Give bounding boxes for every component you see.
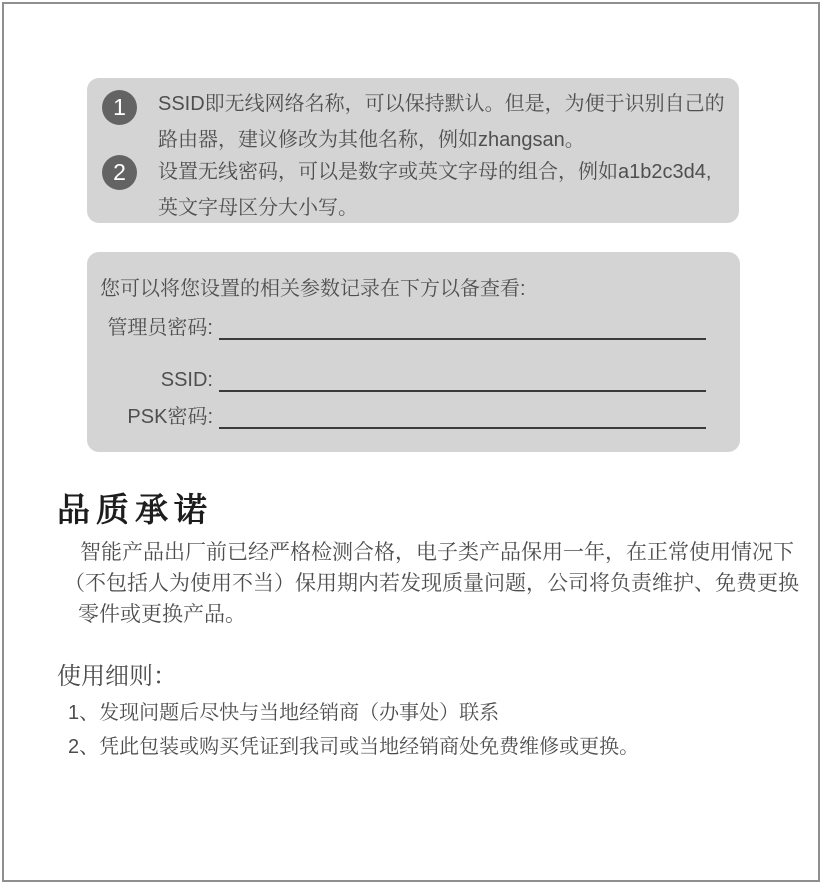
- ssid-label: SSID:: [160, 369, 213, 391]
- quality-promise-title: 品质承诺: [57, 491, 213, 528]
- text-line: 设置无线密码，可以是数字或英文字母的组合，例如a1b2c3d4,: [158, 161, 712, 183]
- step-2-badge: 2: [102, 155, 137, 190]
- admin-password-label: 管理员密码:: [107, 317, 213, 339]
- record-intro-text: 您可以将您设置的相关参数记录在下方以备查看:: [100, 278, 526, 300]
- admin-password-blank-line: [219, 312, 706, 340]
- tip-1-text: [158, 86, 725, 158]
- ssid-row: [87, 362, 706, 392]
- ssid-blank-line: [219, 364, 706, 392]
- tip-2-text: [158, 154, 711, 226]
- psk-password-label: PSK密码:: [127, 406, 213, 428]
- text-line: 智能产品出厂前已经严格检测合格，电子类产品保用一年，在正常使用情况下: [80, 541, 794, 564]
- text-line: SSID即无线网络名称，可以保持默认。但是，为便于识别自己的: [158, 93, 725, 115]
- wifi-setup-tips-box: [87, 78, 739, 223]
- text-line: 零件或更换产品。: [78, 603, 246, 626]
- text-line: 路由器，建议修改为其他名称，例如zhangsan。: [158, 129, 585, 151]
- warranty-paragraph: [0, 537, 799, 630]
- psk-password-row: [87, 399, 706, 429]
- usage-rules-title: 使用细则：: [57, 663, 177, 690]
- usage-rule-2: 2、凭此包装或购买凭证到我司或当地经销商处免费维修或更换。: [68, 736, 640, 758]
- parameter-record-box: [87, 252, 740, 452]
- usage-rule-1: 1、发现问题后尽快与当地经销商（办事处）联系: [68, 702, 500, 724]
- psk-password-blank-line: [219, 401, 706, 429]
- step-1-badge: 1: [102, 90, 137, 125]
- text-line: （不包括人为使用不当）保用期内若发现质量问题，公司将负责维护、免费更换: [64, 572, 799, 595]
- admin-password-row: [87, 310, 706, 340]
- text-line: 英文字母区分大小写。: [158, 197, 358, 219]
